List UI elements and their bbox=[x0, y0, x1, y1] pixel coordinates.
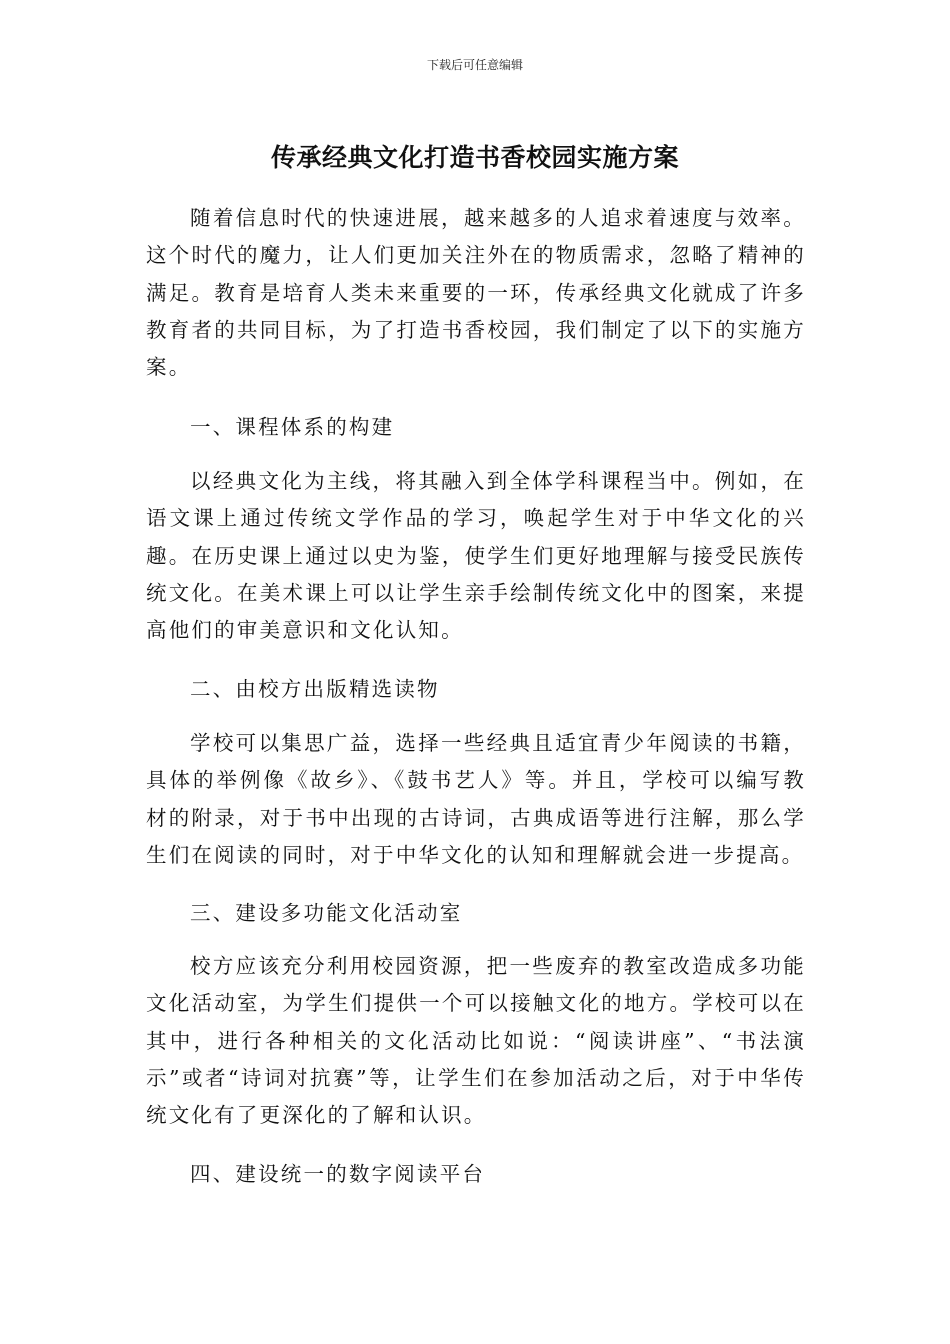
header-note: 下载后可任意编辑 bbox=[426, 58, 523, 72]
section-paragraph-1: 以经典文化为主线，将其融入到全体学科课程当中。例如，在语文课上通过传统文学作品的学习，唤起学生对于中华文化的兴趣。在历史课上通过以史为鉴，使学生们更好地理解与接受民族传统文化。在美术课上可以让学生亲手绘制传统文化中的图案，来提高他们的审美意识和文化认知。 bbox=[146, 469, 806, 643]
intro-paragraph: 随着信息时代的快速进展，越来越多的人追求着速度与效率。这个时代的魔力，让人们更加关注外在的物质需求，忽略了精神的满足。教育是培育人类未来重要的一环，传承经典文化就成了许多教育者的共同目标，为了打造书香校园，我们制定了以下的实施方案。 bbox=[146, 206, 806, 380]
section-heading-1: 一、课程体系的构建 bbox=[190, 415, 395, 439]
section-paragraph-2: 学校可以集思广益，选择一些经典且适宜青少年阅读的书籍，具体的举例像《故乡》、《鼓书艺人》等。并且，学校可以编写教材的附录，对于书中出现的古诗词，古典成语等进行注解，那么学生们在阅读的同时，对于中华文化的认知和理解就会进一步提高。 bbox=[146, 731, 806, 867]
section-heading-2: 二、由校方出版精选读物 bbox=[190, 677, 440, 701]
section-heading-4: 四、建设统一的数字阅读平台 bbox=[190, 1162, 486, 1186]
document-title: 传承经典文化打造书香校园实施方案 bbox=[270, 143, 679, 172]
section-paragraph-3: 校方应该充分利用校园资源，把一些废弃的教室改造成多功能文化活动室，为学生们提供一个可以接触文化的地方。学校可以在其中，进行各种相关的文化活动比如说：“阅读讲座”、“书法演示”或者“诗词对抗赛”等，让学生们在参加活动之后，对于中华传统文化有了更深化的了解和认识。 bbox=[146, 954, 806, 1128]
section-heading-3: 三、建设多功能文化活动室 bbox=[190, 901, 463, 925]
